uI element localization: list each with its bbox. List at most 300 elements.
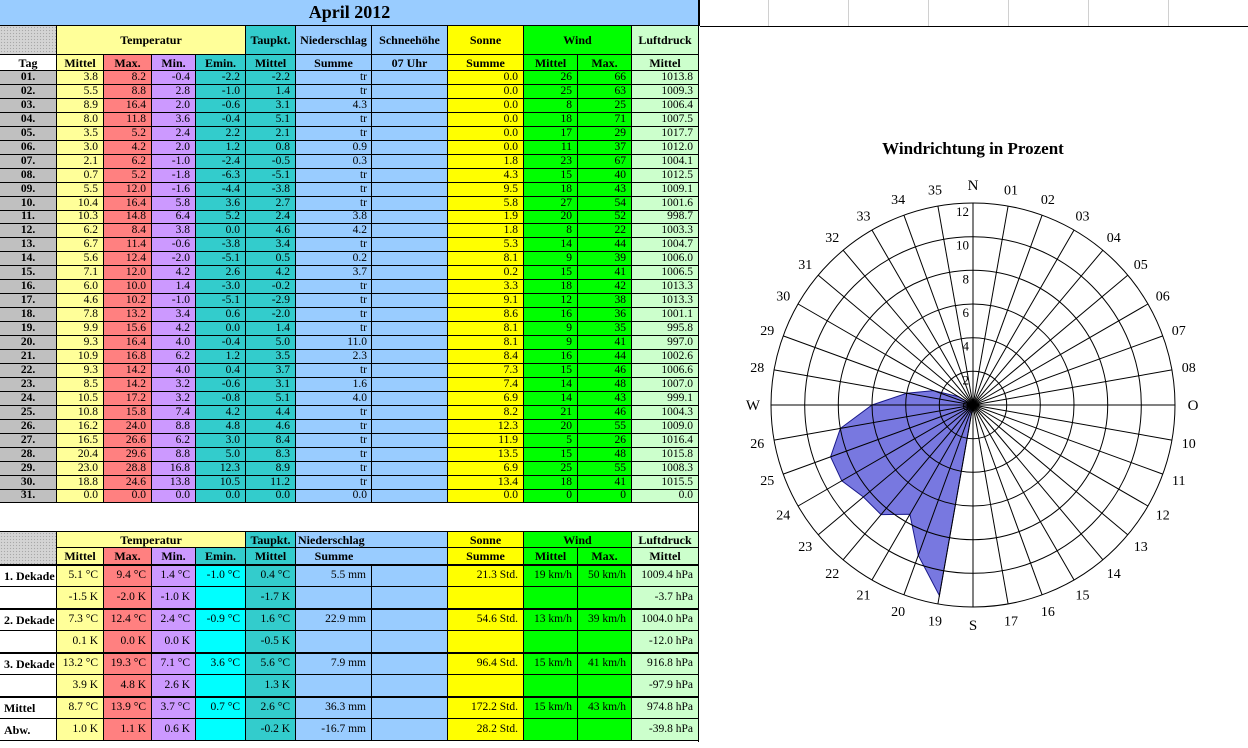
summary.1-dev-5 <box>296 631 372 653</box>
summary.0-dev-blank <box>372 587 448 609</box>
day-label: 01. <box>0 71 57 85</box>
summary.1-main-7: 13 km/h <box>524 609 578 631</box>
cell-sonne: 3.3 <box>448 280 524 294</box>
cell-schneehoehe <box>372 211 448 224</box>
cell-luftdruck: 1003.3 <box>632 224 699 238</box>
cell-wind-max: 48 <box>578 448 632 462</box>
row-label: 1. Dekade <box>0 565 57 587</box>
cell-luftdruck: 1006.6 <box>632 364 699 378</box>
summary.1-dev-8 <box>578 631 632 653</box>
cell-luftdruck: 1006.0 <box>632 252 699 266</box>
summary-header-luftdruck: Luftdruck <box>632 532 699 548</box>
header-temperatur: Temperatur <box>57 26 246 55</box>
cell-wind-mittel: 9 <box>524 322 578 336</box>
day-label: 28. <box>0 448 57 462</box>
cell-wind-mittel: 25 <box>524 85 578 99</box>
cell-wind-max: 35 <box>578 322 632 336</box>
cell-emin: 10.5 <box>196 476 246 490</box>
cell-wind-mittel: 14 <box>524 238 578 252</box>
summary.2-dev-6 <box>448 675 524 697</box>
day-label: 25. <box>0 406 57 420</box>
summary.1-main-2: 2.4 °C <box>152 609 196 631</box>
cell-luftdruck: 1009.3 <box>632 85 699 99</box>
cell-taupunkt: -5.1 <box>246 169 296 183</box>
cell-schneehoehe <box>372 322 448 336</box>
cell-min: 8.8 <box>152 448 196 462</box>
cell-niederschlag: 11.0 <box>296 336 372 350</box>
cell-luftdruck: 999.1 <box>632 392 699 406</box>
cell-niederschlag: 0.9 <box>296 141 372 155</box>
cell-niederschlag: tr <box>296 420 372 434</box>
cell-emin: -6.3 <box>196 169 246 183</box>
summary.1-main-0: 7.3 °C <box>57 609 104 631</box>
subheader-wind-mittel: Mittel <box>524 55 578 71</box>
column-divider <box>698 0 699 742</box>
radial-tick-label: 8 <box>962 271 969 287</box>
cell-mittel: 4.6 <box>57 294 104 308</box>
summary.1-main-5: 22.9 mm <box>296 609 372 631</box>
cell-min: 2.0 <box>152 141 196 155</box>
total-dev-blank <box>372 719 448 741</box>
cell-mittel: 10.9 <box>57 350 104 364</box>
day-label: 31. <box>0 490 57 503</box>
subheader-max: Max. <box>104 55 152 71</box>
cell-schneehoehe <box>372 462 448 476</box>
cell-emin: 0.6 <box>196 308 246 322</box>
cell-emin: -0.6 <box>196 99 246 113</box>
radial-tick-zero: 0 <box>962 398 969 413</box>
cell-emin: -0.8 <box>196 392 246 406</box>
day-label: 22. <box>0 364 57 378</box>
summary.2-main-0: 13.2 °C <box>57 653 104 675</box>
compass-N: N <box>967 178 979 194</box>
cell-sonne: 0.0 <box>448 71 524 85</box>
direction-label-30: 30 <box>776 289 791 305</box>
direction-label-14: 14 <box>1106 566 1121 582</box>
row-label: Mittel <box>0 697 57 719</box>
summary.2-main-7: 15 km/h <box>524 653 578 675</box>
cell-wind-max: 46 <box>578 364 632 378</box>
summary.1-dev-6 <box>448 631 524 653</box>
summary-header-niederschlag: Niederschlag <box>296 532 372 548</box>
cell-wind-mittel: 26 <box>524 71 578 85</box>
cell-wind-mittel: 25 <box>524 462 578 476</box>
summary-header-blank <box>0 532 57 565</box>
cell-taupunkt: 3.5 <box>246 350 296 364</box>
cell-wind-max: 22 <box>578 224 632 238</box>
summary.0-dev-8 <box>578 587 632 609</box>
cell-min: 4.0 <box>152 336 196 350</box>
cell-sonne: 1.8 <box>448 155 524 169</box>
cell-emin: -1.0 <box>196 85 246 99</box>
cell-luftdruck: 998.7 <box>632 211 699 224</box>
cell-wind-mittel: 20 <box>524 420 578 434</box>
cell-sonne: 9.1 <box>448 294 524 308</box>
cell-schneehoehe <box>372 294 448 308</box>
day-label: 14. <box>0 252 57 266</box>
radial-tick-label: 10 <box>956 237 969 253</box>
wind-direction-series <box>831 391 973 596</box>
cell-sonne: 4.3 <box>448 169 524 183</box>
cell-niederschlag: 0.3 <box>296 155 372 169</box>
summary.2-main-1: 19.3 °C <box>104 653 152 675</box>
cell-sonne: 11.9 <box>448 434 524 448</box>
cell-wind-max: 67 <box>578 155 632 169</box>
cell-schneehoehe <box>372 392 448 406</box>
cell-emin: -2.4 <box>196 155 246 169</box>
cell-schneehoehe <box>372 127 448 141</box>
cell-luftdruck: 1004.7 <box>632 238 699 252</box>
direction-label-06: 06 <box>1155 289 1170 305</box>
direction-label-20: 20 <box>891 604 906 620</box>
direction-label-26: 26 <box>750 437 765 452</box>
cell-mittel: 8.0 <box>57 113 104 127</box>
cell-schneehoehe <box>372 155 448 169</box>
cell-wind-mittel: 18 <box>524 183 578 197</box>
cell-luftdruck: 1017.7 <box>632 127 699 141</box>
summary.0-dev-6 <box>448 587 524 609</box>
cell-sonne: 5.8 <box>448 197 524 211</box>
cell-niederschlag: 0.0 <box>296 490 372 503</box>
cell-wind-mittel: 15 <box>524 364 578 378</box>
cell-wind-mittel: 16 <box>524 308 578 322</box>
summary.0-dev-7 <box>524 587 578 609</box>
grid-line <box>848 0 849 26</box>
cell-taupunkt: 3.7 <box>246 364 296 378</box>
direction-label-21: 21 <box>856 588 871 604</box>
summary.1-dev-9: -12.0 hPa <box>632 631 699 653</box>
cell-niederschlag: tr <box>296 238 372 252</box>
cell-schneehoehe <box>372 266 448 280</box>
cell-sonne: 0.0 <box>448 99 524 113</box>
summary.2-main-9: 916.8 hPa <box>632 653 699 675</box>
summary-subheader-ld-mittel: Mittel <box>632 548 699 565</box>
summary.0-main-3: -1.0 °C <box>196 565 246 587</box>
day-label: 17. <box>0 294 57 308</box>
total-main-1: 13.9 °C <box>104 697 152 719</box>
summary.2-dev-4: 1.3 K <box>246 675 296 697</box>
direction-label-19: 19 <box>928 614 942 630</box>
summary.1-main-1: 12.4 °C <box>104 609 152 631</box>
direction-label-25: 25 <box>760 473 775 489</box>
cell-schneehoehe <box>372 197 448 211</box>
cell-min: 1.4 <box>152 280 196 294</box>
subheader-mittel: Mittel <box>57 55 104 71</box>
day-label: 02. <box>0 85 57 99</box>
total-dev-1: 1.1 K <box>104 719 152 741</box>
cell-max: 17.2 <box>104 392 152 406</box>
summary.1-dev-7 <box>524 631 578 653</box>
cell-min: 0.0 <box>152 490 196 503</box>
direction-label-31: 31 <box>798 258 813 274</box>
cell-taupunkt: 8.4 <box>246 434 296 448</box>
summary-subheader-mittel: Mittel <box>57 548 104 565</box>
cell-mittel: 0.0 <box>57 490 104 503</box>
cell-wind-max: 52 <box>578 211 632 224</box>
cell-min: 3.4 <box>152 308 196 322</box>
cell-max: 8.2 <box>104 71 152 85</box>
total-main-7: 15 km/h <box>524 697 578 719</box>
cell-emin: -0.6 <box>196 378 246 392</box>
cell-niederschlag: tr <box>296 406 372 420</box>
summary.1-dev-2: 0.0 K <box>152 631 196 653</box>
cell-emin: -5.1 <box>196 294 246 308</box>
day-label: 04. <box>0 113 57 127</box>
summary.0-main-7: 19 km/h <box>524 565 578 587</box>
cell-wind-mittel: 16 <box>524 350 578 364</box>
cell-wind-mittel: 15 <box>524 266 578 280</box>
day-label: 07. <box>0 155 57 169</box>
cell-max: 16.4 <box>104 197 152 211</box>
cell-niederschlag: tr <box>296 308 372 322</box>
subheader-emin: Emin. <box>196 55 246 71</box>
cell-luftdruck: 997.0 <box>632 336 699 350</box>
summary.2-dev-1: 4.8 K <box>104 675 152 697</box>
total-dev-0: 1.0 K <box>57 719 104 741</box>
cell-mittel: 9.9 <box>57 322 104 336</box>
cell-niederschlag: tr <box>296 448 372 462</box>
cell-niederschlag: tr <box>296 127 372 141</box>
cell-wind-mittel: 0 <box>524 490 578 503</box>
radial-tick-label: 6 <box>962 305 969 320</box>
radial-tick-label: 4 <box>962 338 969 354</box>
cell-sonne: 8.2 <box>448 406 524 420</box>
cell-schneehoehe <box>372 85 448 99</box>
cell-min: -1.0 <box>152 294 196 308</box>
cell-schneehoehe <box>372 406 448 420</box>
direction-label-22: 22 <box>825 566 840 582</box>
cell-min: 8.8 <box>152 420 196 434</box>
cell-min: 2.0 <box>152 99 196 113</box>
subheader-tag: Tag <box>0 55 57 71</box>
row-label: 3. Dekade <box>0 653 57 675</box>
cell-wind-mittel: 15 <box>524 448 578 462</box>
cell-niederschlag: tr <box>296 462 372 476</box>
cell-niederschlag: tr <box>296 280 372 294</box>
cell-luftdruck: 1004.1 <box>632 155 699 169</box>
cell-taupunkt: 8.9 <box>246 462 296 476</box>
summary.0-main-5: 5.5 mm <box>296 565 372 587</box>
cell-schneehoehe <box>372 169 448 183</box>
cell-sonne: 6.9 <box>448 392 524 406</box>
cell-luftdruck: 1002.6 <box>632 350 699 364</box>
cell-wind-mittel: 12 <box>524 294 578 308</box>
cell-max: 10.0 <box>104 280 152 294</box>
summary-header-taupunkt: Taupkt. <box>246 532 296 548</box>
cell-emin: -2.2 <box>196 71 246 85</box>
total-main-5: 36.3 mm <box>296 697 372 719</box>
direction-label-15: 15 <box>1075 588 1090 604</box>
cell-schneehoehe <box>372 350 448 364</box>
grid-line <box>1008 0 1009 26</box>
summary.1-main-blank <box>372 609 448 631</box>
cell-taupunkt: -0.5 <box>246 155 296 169</box>
total-dev-4: -0.2 K <box>246 719 296 741</box>
total-dev-5: -16.7 mm <box>296 719 372 741</box>
compass-S: S <box>968 618 978 634</box>
summary-subheader-blank-nd <box>372 548 448 565</box>
cell-niederschlag: tr <box>296 183 372 197</box>
cell-min: -1.0 <box>152 155 196 169</box>
cell-min: 2.8 <box>152 85 196 99</box>
day-label: 15. <box>0 266 57 280</box>
header-schneehoehe: Schneehöhe <box>372 26 448 55</box>
cell-wind-max: 71 <box>578 113 632 127</box>
cell-mittel: 10.3 <box>57 211 104 224</box>
cell-taupunkt: 3.4 <box>246 238 296 252</box>
cell-wind-mittel: 8 <box>524 224 578 238</box>
cell-luftdruck: 1006.4 <box>632 99 699 113</box>
cell-min: 7.4 <box>152 406 196 420</box>
cell-min: -0.4 <box>152 71 196 85</box>
subheader-schneehoehe: 07 Uhr <box>372 55 448 71</box>
summary.0-dev-5 <box>296 587 372 609</box>
cell-max: 15.6 <box>104 322 152 336</box>
cell-max: 4.2 <box>104 141 152 155</box>
cell-taupunkt: 2.4 <box>246 211 296 224</box>
cell-max: 8.4 <box>104 224 152 238</box>
cell-wind-max: 43 <box>578 392 632 406</box>
cell-schneehoehe <box>372 336 448 350</box>
day-label: 12. <box>0 224 57 238</box>
cell-wind-max: 41 <box>578 336 632 350</box>
cell-min: 2.4 <box>152 127 196 141</box>
summary-header-blank-nd <box>372 532 448 548</box>
cell-niederschlag: tr <box>296 476 372 490</box>
cell-min: 6.4 <box>152 211 196 224</box>
summary.2-dev-7 <box>524 675 578 697</box>
cell-mittel: 0.7 <box>57 169 104 183</box>
page-title: April 2012 <box>0 0 699 26</box>
cell-taupunkt: 4.2 <box>246 266 296 280</box>
cell-niederschlag: 3.7 <box>296 266 372 280</box>
cell-min: 4.2 <box>152 322 196 336</box>
cell-mittel: 6.2 <box>57 224 104 238</box>
summary.0-main-0: 5.1 °C <box>57 565 104 587</box>
cell-luftdruck: 1001.6 <box>632 197 699 211</box>
day-label: 24. <box>0 392 57 406</box>
direction-label-32: 32 <box>825 231 840 247</box>
cell-max: 13.2 <box>104 308 152 322</box>
cell-max: 5.2 <box>104 127 152 141</box>
empty-cells-row <box>699 0 1248 26</box>
cell-taupunkt: 8.3 <box>246 448 296 462</box>
cell-niederschlag: 2.3 <box>296 350 372 364</box>
cell-min: -0.6 <box>152 238 196 252</box>
cell-luftdruck: 1016.4 <box>632 434 699 448</box>
summary.0-main-8: 50 km/h <box>578 565 632 587</box>
cell-schneehoehe <box>372 280 448 294</box>
day-label: 30. <box>0 476 57 490</box>
header-niederschlag: Niederschlag <box>296 26 372 55</box>
day-label: 21. <box>0 350 57 364</box>
cell-taupunkt: -2.9 <box>246 294 296 308</box>
day-label: 19. <box>0 322 57 336</box>
cell-max: 26.6 <box>104 434 152 448</box>
cell-schneehoehe <box>372 476 448 490</box>
summary.2-main-2: 7.1 °C <box>152 653 196 675</box>
subheader-niederschlag: Summe <box>296 55 372 71</box>
grid-line <box>768 0 769 26</box>
summary-header-wind: Wind <box>524 532 632 548</box>
cell-sonne: 8.4 <box>448 350 524 364</box>
cell-taupunkt: 5.1 <box>246 392 296 406</box>
direction-label-04: 04 <box>1106 231 1121 247</box>
direction-label-13: 13 <box>1133 539 1148 555</box>
cell-wind-max: 29 <box>578 127 632 141</box>
separator-line <box>0 652 699 654</box>
direction-label-24: 24 <box>776 508 791 524</box>
cell-max: 24.0 <box>104 420 152 434</box>
day-label: 03. <box>0 99 57 113</box>
header-taupunkt: Taupkt. <box>246 26 296 55</box>
cell-max: 5.2 <box>104 169 152 183</box>
cell-sonne: 13.4 <box>448 476 524 490</box>
direction-label-34: 34 <box>891 193 906 209</box>
cell-taupunkt: 3.1 <box>246 99 296 113</box>
summary.1-main-9: 1004.0 hPa <box>632 609 699 631</box>
cell-max: 12.4 <box>104 252 152 266</box>
cell-mittel: 5.5 <box>57 183 104 197</box>
cell-min: 3.2 <box>152 392 196 406</box>
cell-schneehoehe <box>372 378 448 392</box>
cell-max: 12.0 <box>104 183 152 197</box>
cell-sonne: 1.8 <box>448 224 524 238</box>
cell-niederschlag: tr <box>296 113 372 127</box>
cell-min: -1.8 <box>152 169 196 183</box>
day-label: 16. <box>0 280 57 294</box>
cell-emin: 0.0 <box>196 322 246 336</box>
summary.2-dev-2: 2.6 K <box>152 675 196 697</box>
cell-emin: -5.1 <box>196 252 246 266</box>
summary.0-dev-1: -2.0 K <box>104 587 152 609</box>
direction-label-12: 12 <box>1155 508 1170 524</box>
cell-niederschlag: 3.8 <box>296 211 372 224</box>
cell-emin: -3.0 <box>196 280 246 294</box>
cell-wind-mittel: 18 <box>524 476 578 490</box>
cell-mittel: 10.5 <box>57 392 104 406</box>
total-main-4: 2.6 °C <box>246 697 296 719</box>
cell-emin: -4.4 <box>196 183 246 197</box>
cell-niederschlag: tr <box>296 434 372 448</box>
cell-wind-mittel: 27 <box>524 197 578 211</box>
cell-wind-max: 66 <box>578 71 632 85</box>
day-label: 29. <box>0 462 57 476</box>
direction-label-23: 23 <box>798 539 813 555</box>
summary.2-dev-5 <box>296 675 372 697</box>
cell-niederschlag: tr <box>296 364 372 378</box>
cell-schneehoehe <box>372 252 448 266</box>
cell-wind-mittel: 8 <box>524 99 578 113</box>
cell-emin: 3.0 <box>196 434 246 448</box>
cell-wind-max: 55 <box>578 420 632 434</box>
summary.2-main-6: 96.4 Std. <box>448 653 524 675</box>
cell-wind-mittel: 15 <box>524 169 578 183</box>
day-label: 08. <box>0 169 57 183</box>
cell-min: 6.2 <box>152 350 196 364</box>
direction-label-11: 11 <box>1172 473 1186 489</box>
cell-wind-max: 0 <box>578 490 632 503</box>
cell-luftdruck: 1008.3 <box>632 462 699 476</box>
cell-max: 14.2 <box>104 378 152 392</box>
cell-min: 3.2 <box>152 378 196 392</box>
total-main-8: 43 km/h <box>578 697 632 719</box>
cell-min: 5.8 <box>152 197 196 211</box>
day-label: 26. <box>0 420 57 434</box>
cell-taupunkt: 2.7 <box>246 197 296 211</box>
cell-wind-max: 26 <box>578 434 632 448</box>
summary-subheader-min: Min. <box>152 548 196 565</box>
